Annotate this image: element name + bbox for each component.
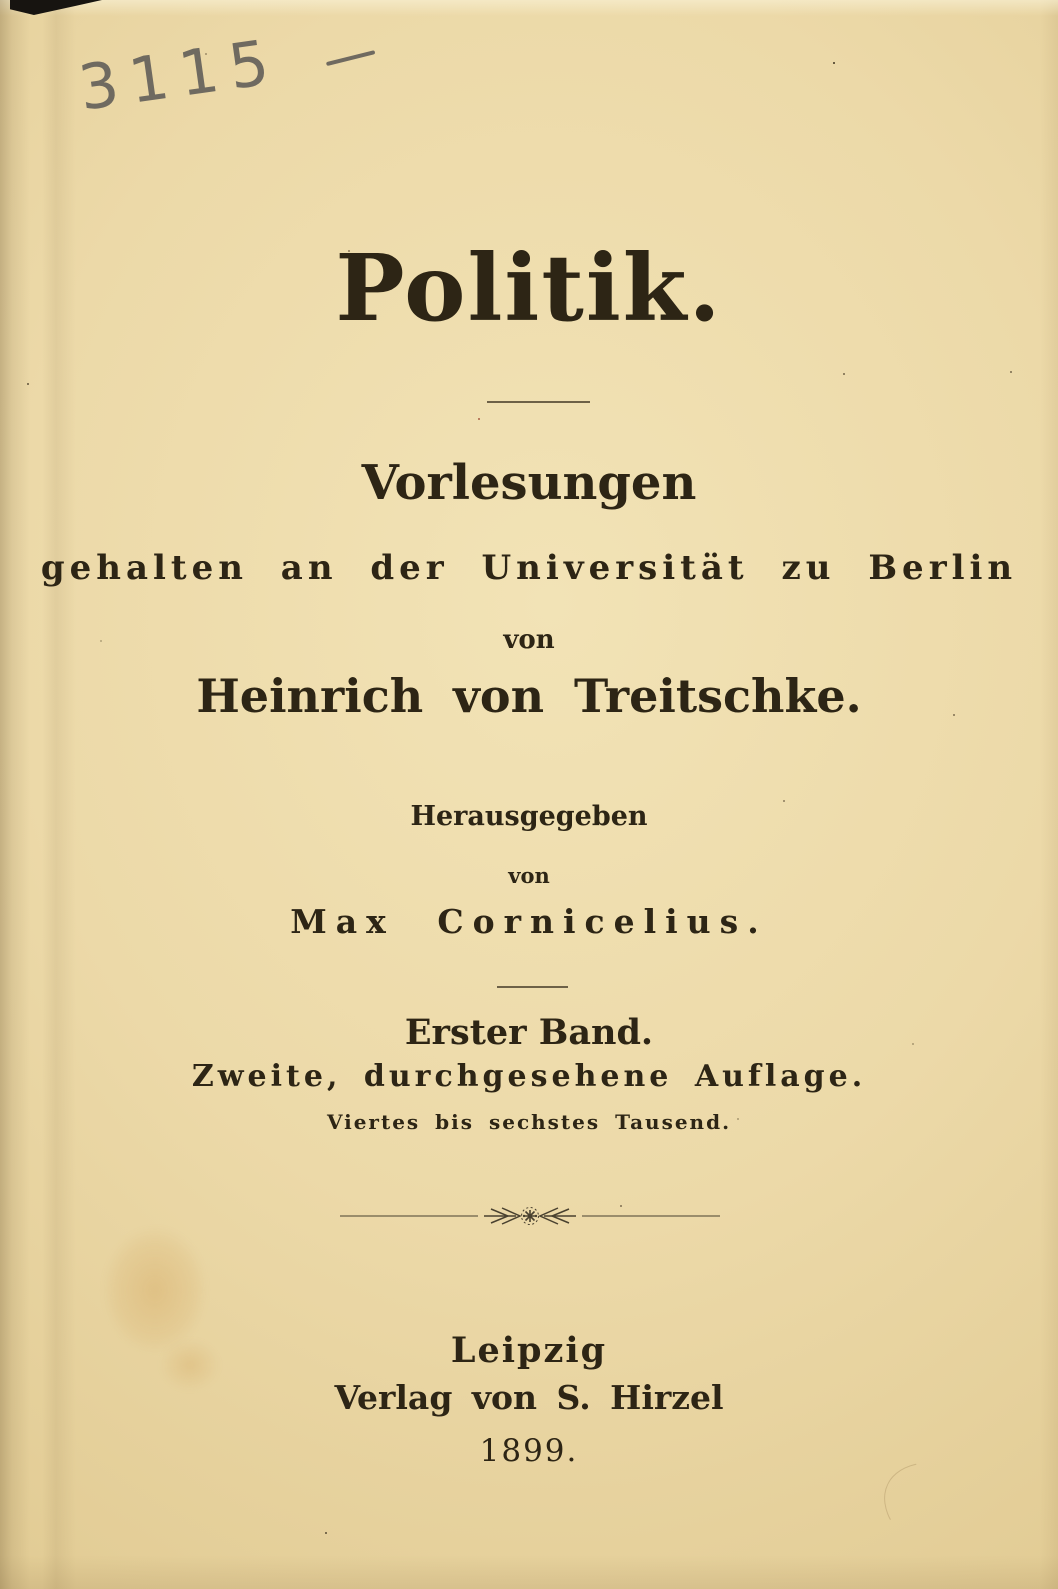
ornamental-divider (338, 1202, 722, 1230)
asterisk-ornament-icon (522, 1208, 539, 1225)
editor-preposition: von (508, 863, 550, 888)
editor-name: Max Cornicelius. (290, 902, 768, 941)
book-title: Politik. (335, 234, 723, 342)
printing-label: Viertes bis sechstes Tausend. (326, 1110, 732, 1134)
volume-label: Erster Band. (404, 1012, 654, 1053)
handwritten-overline (326, 50, 375, 66)
series-subtitle: gehalten an der Universität zu Berlin (40, 548, 1018, 588)
book-cover-corner (10, 0, 102, 15)
paper-specks (0, 0, 2, 2)
imprint-year: 1899. (479, 1433, 579, 1469)
editor-heading: Herausgegeben (410, 801, 648, 832)
series-title: Vorlesungen (361, 455, 697, 511)
separator-rule (497, 986, 568, 988)
author-name: Heinrich von Treitschke. (196, 669, 862, 723)
byline-preposition: von (503, 625, 555, 655)
handwritten-number-text: 3115 (74, 24, 285, 125)
handwritten-catalog-number (74, 20, 316, 151)
edition-label: Zweite, durchgesehene Auflage. (191, 1059, 867, 1094)
separator-rule (487, 401, 590, 403)
imprint-city: Leipzig (450, 1330, 608, 1371)
imprint-publisher: Verlag von S. Hirzel (334, 1378, 724, 1417)
